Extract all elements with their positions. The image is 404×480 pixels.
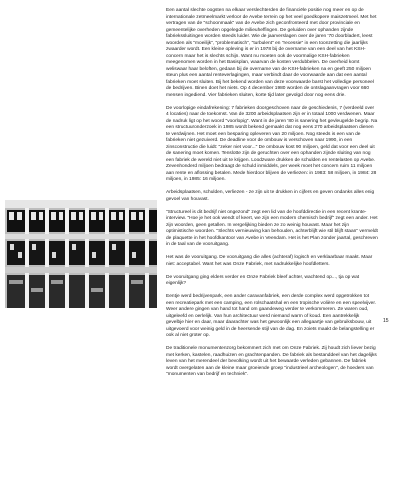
- paragraph: Eentje werd bedrijvenpark, een ander caravanfabriek, een derde complex werd opgetrokken tot een recreatiepark met een camping, een rolschaatshal en een tropische volière en een speelvijver. Weer andere gingen van hand tot hand om gaandeweg verder te verkommeren. Ze waren oud, uitgeleefd en oerlelijk. Van hun architectuur werd niemand warm of koud. Een aantrekkelijk gevelbje hier en daar, maar daarachter was het gewoonlijk een allegaartje van gebruiksbouw, uit uitgevoerd voor weinig geld in de heersende stijl van de dag. En zoiets maakt de belangstelling er ook al niet groter op.: [166, 294, 377, 338]
- paragraph: "Structureel is dit bedrijf niet ongezond" zegt een lid van de hoofddirectie in een recent krante-interview. "Hoe je het ook wendt of keert, we zijn een modern chemisch bedrijf" zegt een ander. Het zijn woorden, geen getallen. In vergelijking bieden ze zo weinig houvast. Maar het zijn optimistische woorden. "Slechts vernieuwing kan behouden, achterblijft wie stil blijft staan" vermeldt de plaquette in het hoofdkantoor van Avebe in Veendam. Het is het Plan zonder jaartal, geschreven in de taal van de vooruitgang.: [166, 209, 378, 247]
- article-text: [166, 8, 378, 385]
- page-number: 15: [383, 318, 389, 324]
- paragraph: De traditionele monumentenzorg bekommert zich met om Onze Fabriek. Zij houdt zich liever bezig met kerken, kastelen, raadhuizen en grachtenpanden. De fabriek als bestanddeel van het dagelijks leven van het merendeel der bevolking wordt uit het bewaarde verleden gebannen. De fabriek wordt overgelaten aan de kleine maar groeiende groep "industrieel archeologen", de hoeders van "monumenten van bedrijf en techniek".: [166, 346, 377, 377]
- factory-photo: [5, 200, 157, 308]
- paragraph: Arbeidsplaatsen, schulden, verliezen - ze zijn uit te drukken in cijfers en geven ondanks alles enig gevoel van houvast.: [166, 190, 375, 202]
- factory-facade-illustration: [5, 200, 157, 308]
- paragraph: De voorlopige eindafrekening: 7 fabrieken doorgeschoven naar de geschiedenis, 7 (verdeeld over 4 locaties) naar de toekomst. Van de 3200 arbeidsplaatsen zijn er in totaal 1000 verdwenen. Maar de nadruk ligt op het woord "voorlopig". Want in de jaren '80 is sanering het gevleugelde begrip. Na een structuuronderzoek in 1985 wordt bekend gemaakt dat nog eens 270 arbeidsplaatsen dienen te verdwijnen. Het moet een besparing opleveren van 20 miljoen. Nog steeds is een van de fabrieken niet gezuiverd. De deadline voor de ombouw is verschoven naar 1990, in een zinsconstructie die luidt: "zeker niet voor..." De ombouw kost 90 miljoen, geld dat voor een deel uit de sanering moet komen. Tenslotte zijn de geruchten over een ophanden zijnde sluiting van nog een fabriek de wereld niet uit te krijgen. Loodzware drukken de schulden en rentelasten op Avebe. Zevenhonderd miljoen bedraagt de schuld inmiddels, per week moet het concern ruim 11 miljoen aan rente en aflossing betalen. Mede hierdoor blijven de verliezen: in 1983: 58 miljoen, in 1984: 28 miljoen, in 1985: 16 miljoen.: [166, 105, 378, 182]
- paragraph: Het was de vooruitgang. De vooruitgang die alles (achteraf) logisch en verklaarbaar maakt. Maar niet: acceptabel. Want het was Onze Fabriek, met nadrukkelijke hoofdletters.: [166, 255, 373, 267]
- paragraph: De vooruitgang ging elders verder en Onze Fabriek bleef achter, wachtend op..., tja op wat eigenlijk?: [166, 274, 360, 286]
- paragraph: Een aantal slechte oogsten na elkaar verslechterden de financiële positie nog meer en op de internationale zetmeelmarkt verloor de Avebe terrein op het veel goedkopere maiszetmeel. Met het vertragen van de "schoonmaak" van de Avebe zich geconfronteerd met door provinciale en gemeentelijke overheden opgelegde milieuheffingen. De geluiden over ophanden zijnde fabriekssluitingen worden steeds luider. Wie de jaarverslagen over de jaren '70 doorbladert, leest woorden als "moeilijk", "problematisch", "turbulent" en "recessie" in een toonzetting die jaarlijks zwaarder wordt. Een kleine opleving is er in 1978 bij de overname van een deel van het KSH-concern maar het is slechts schijn. Want nu moeten ook de voormalige KSH-fabrieken meegenomen worden in het Basisplan, waarvan de kosten verdubbelen. De overheid komt weliswaar haar beloften, gedaan bij de overname van de KSH-fabrieken na en geeft 250 miljoen steun plus een aantal renteverlagingen, maar verbindt daar de voorwaarde aan dat een aantal fabrieken moet sluiten. Bij het bekend worden van deze voorwaarde barst het volledige personeel de bedrijven. Binen doet het niets. Op 4 december 1980 worden de ontslagaanvragen voor 660 mensen ingediend. Vier fabrieken sluiten, korte tijd later gevolgd door nog eens drie.: [166, 8, 377, 98]
